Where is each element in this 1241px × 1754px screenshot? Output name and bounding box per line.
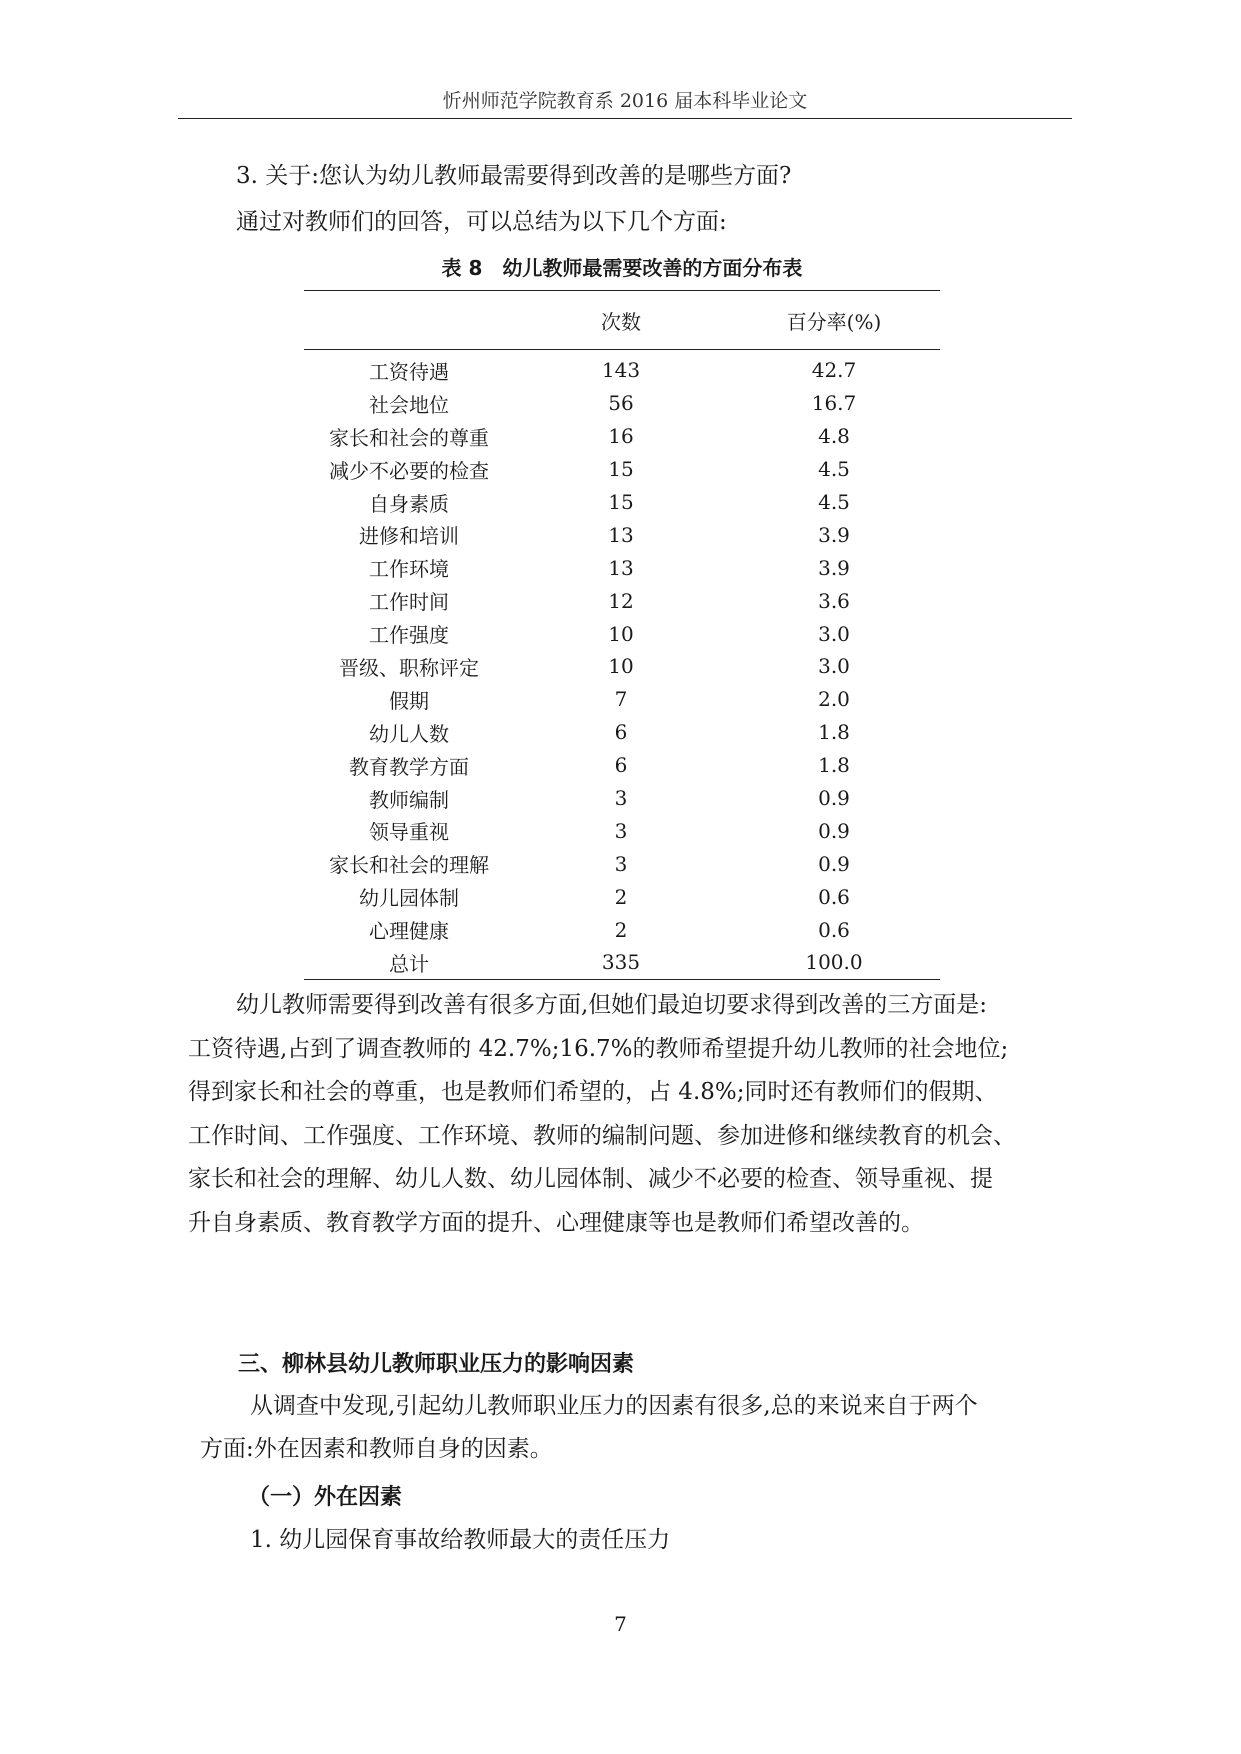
header-title: 忻州师范学院教育系 2016 届本科毕业论文 — [442, 90, 808, 112]
row-count: 12 — [608, 588, 634, 613]
table-row — [304, 847, 940, 880]
row-count: 2 — [614, 917, 628, 942]
row-count: 3 — [614, 851, 628, 876]
table-row — [304, 617, 940, 650]
section-para-line: 方面:外在因素和教师自身的因素。 — [200, 1436, 553, 1462]
table-row — [304, 387, 940, 420]
row-percent: 1.8 — [818, 720, 850, 745]
row-item: 幼儿人数 — [369, 721, 449, 746]
table-row — [304, 453, 940, 486]
row-item: 进修和培训 — [359, 524, 459, 549]
header-count: 次数 — [514, 291, 728, 350]
row-count: 143 — [601, 358, 641, 383]
row-count: 6 — [614, 720, 628, 745]
row-count: 3 — [614, 818, 628, 843]
table-row — [304, 814, 940, 847]
header-rule — [178, 118, 1072, 119]
row-item: 工作时间 — [369, 590, 449, 615]
row-count: 56 — [608, 391, 634, 416]
table-row — [304, 518, 940, 551]
row-percent: 2.0 — [818, 687, 850, 712]
section-para-line: 从调查中发现,引起幼儿教师职业压力的因素有很多,总的来说来自于两个 — [250, 1393, 978, 1419]
table-row — [304, 946, 940, 979]
row-percent: 1.8 — [818, 753, 850, 778]
table-caption: 表 8 幼儿教师最需要改善的方面分布表 — [441, 256, 803, 280]
row-item: 领导重视 — [369, 820, 449, 845]
analysis-line: 家长和社会的理解、幼儿人数、幼儿园体制、减少不必要的检查、领导重视、提 — [188, 1166, 993, 1192]
table-row — [304, 683, 940, 716]
row-percent: 4.5 — [818, 457, 850, 482]
row-count: 10 — [608, 621, 634, 646]
table-row — [304, 913, 940, 946]
row-count: 13 — [608, 555, 634, 580]
row-percent: 4.8 — [818, 424, 850, 449]
row-item: 幼儿园体制 — [359, 886, 459, 911]
lead-line: 通过对教师们的回答，可以总结为以下几个方面: — [236, 209, 727, 235]
analysis-line: 幼儿教师需要得到改善有很多方面,但她们最迫切要求得到改善的三方面是: — [236, 992, 988, 1018]
row-item: 教育教学方面 — [349, 754, 469, 779]
row-count: 2 — [614, 884, 628, 909]
table-row — [304, 749, 940, 782]
table-header-row — [304, 291, 940, 350]
row-percent: 0.9 — [818, 786, 850, 811]
row-count: 6 — [614, 753, 628, 778]
improvement-table — [304, 290, 940, 980]
row-item: 家长和社会的尊重 — [329, 425, 489, 450]
section-heading: 三、柳林县幼儿教师职业压力的影响因素 — [238, 1352, 635, 1377]
row-item: 假期 — [389, 688, 429, 713]
row-percent: 42.7 — [811, 358, 857, 383]
table-row — [304, 486, 940, 519]
table-row — [304, 350, 940, 387]
row-percent: 0.9 — [818, 851, 850, 876]
header-item — [304, 291, 514, 350]
row-item: 减少不必要的检查 — [329, 458, 489, 483]
row-item: 自身素质 — [369, 491, 449, 516]
page-number: 7 — [614, 1612, 627, 1636]
row-percent: 3.9 — [818, 555, 850, 580]
row-count: 3 — [614, 786, 628, 811]
row-count: 15 — [608, 457, 634, 482]
row-percent: 3.0 — [818, 654, 850, 679]
header-percent: 百分率(%) — [728, 291, 940, 350]
row-percent: 3.0 — [818, 621, 850, 646]
row-item: 工作强度 — [369, 623, 449, 648]
row-item: 工作环境 — [369, 557, 449, 582]
analysis-line: 工资待遇,占到了调查教师的 42.7%;16.7%的教师希望提升幼儿教师的社会地位; — [188, 1036, 1009, 1062]
question-line: 3. 关于:您认为幼儿教师最需要得到改善的是哪些方面? — [236, 163, 792, 189]
subsection-heading: （一）外在因素 — [248, 1485, 403, 1510]
table-row — [304, 782, 940, 815]
row-count: 10 — [608, 654, 634, 679]
analysis-line: 工作时间、工作强度、工作环境、教师的编制问题、参加进修和继续教育的机会、 — [188, 1123, 1016, 1149]
row-percent: 0.9 — [818, 818, 850, 843]
row-count: 13 — [608, 522, 634, 547]
row-item: 社会地位 — [369, 392, 449, 417]
row-count: 335 — [514, 946, 728, 979]
row-percent: 3.6 — [818, 588, 850, 613]
row-count: 7 — [614, 687, 628, 712]
row-count: 15 — [608, 490, 634, 514]
row-percent: 3.9 — [818, 522, 850, 547]
table-row — [304, 880, 940, 913]
table-row — [304, 584, 940, 617]
table-row — [304, 716, 940, 749]
table-row — [304, 551, 940, 584]
row-item: 工资待遇 — [369, 359, 449, 384]
row-percent: 0.6 — [818, 917, 850, 942]
table-row — [304, 420, 940, 453]
item-heading: 1. 幼儿园保育事故给教师最大的责任压力 — [250, 1527, 671, 1553]
row-item: 总计 — [304, 946, 514, 979]
row-item: 晋级、职称评定 — [339, 655, 479, 680]
row-item: 家长和社会的理解 — [329, 853, 489, 878]
row-item: 心理健康 — [369, 919, 449, 944]
analysis-line: 升自身素质、教育教学方面的提升、心理健康等也是教师们希望改善的。 — [188, 1210, 924, 1236]
row-item: 教师编制 — [369, 787, 449, 812]
table-row — [304, 650, 940, 683]
row-percent: 100.0 — [728, 946, 940, 979]
row-percent: 16.7 — [811, 391, 857, 416]
row-percent: 4.5 — [818, 490, 850, 514]
row-percent: 0.6 — [818, 884, 850, 909]
analysis-line: 得到家长和社会的尊重，也是教师们希望的，占 4.8%;同时还有教师们的假期、 — [188, 1079, 998, 1105]
row-count: 16 — [608, 424, 634, 449]
